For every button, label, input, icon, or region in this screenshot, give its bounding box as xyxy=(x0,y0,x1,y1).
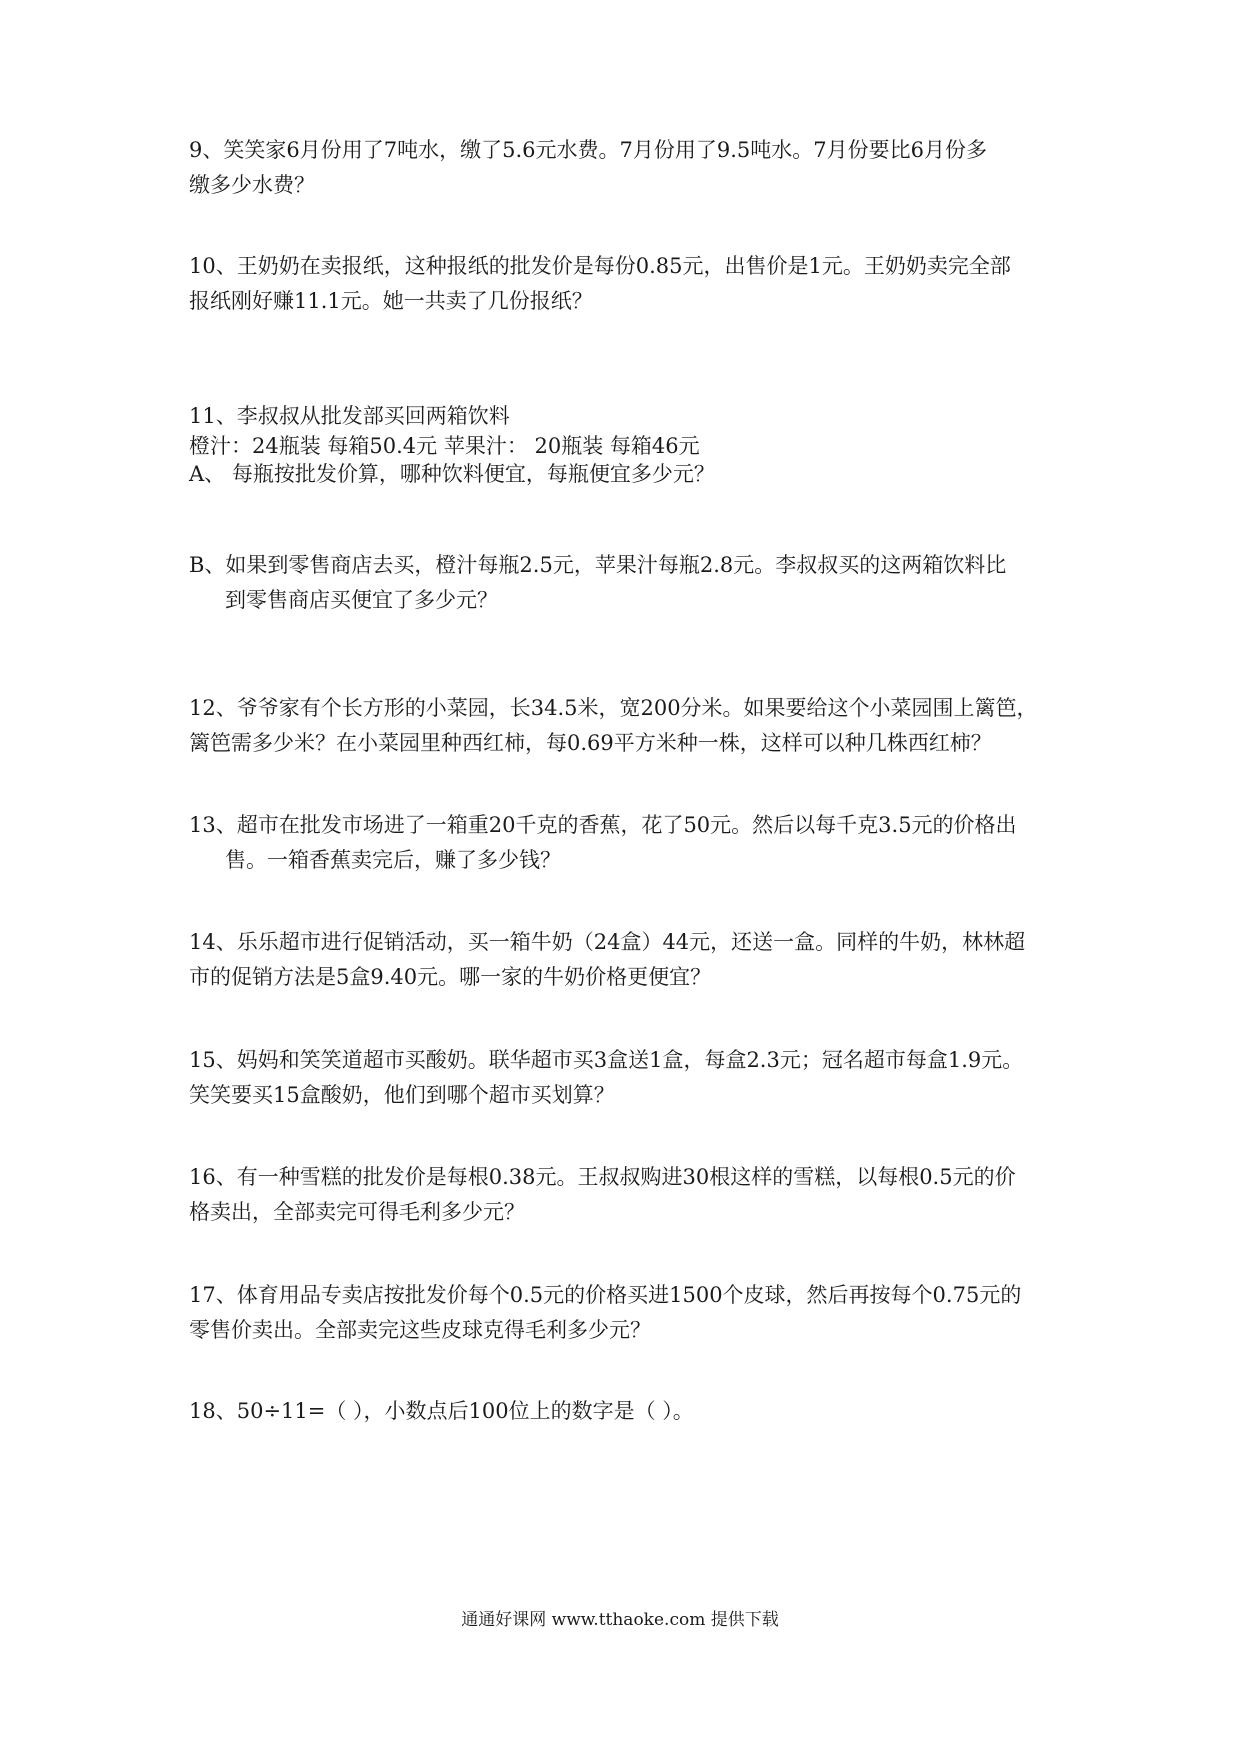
question-line: 市的促销方法是5盒9.40元。哪一家的牛奶价格更便宜？ xyxy=(189,965,712,989)
question-line: 笑笑要买15盒酸奶，他们到哪个超市买划算？ xyxy=(189,1083,615,1107)
question-line: B、如果到零售商店去买，橙汁每瓶2.5元，苹果汁每瓶2.8元。李叔叔买的这两箱饮料比 xyxy=(189,553,1007,577)
question-line: A、 每瓶按批发价算，哪种饮料便宜，每瓶便宜多少元？ xyxy=(189,462,715,486)
question-line: 9、笑笑家6月份用了7吨水，缴了5.6元水费。7月份用了9.5吨水。7月份要比6月份多 xyxy=(189,138,987,162)
question-line: 10、王奶奶在卖报纸，这种报纸的批发价是每份0.85元，出售价是1元。王奶奶卖完全部 xyxy=(189,254,1011,278)
question-line: 14、乐乐超市进行促销活动，买一箱牛奶（24盒）44元，还送一盒。同样的牛奶，林林超 xyxy=(189,930,1026,954)
page-footer: 通通好课网 www.tthaoke.com 提供下载 xyxy=(461,1610,779,1630)
question-line: 17、体育用品专卖店按批发价每个0.5元的价格买进1500个皮球，然后再按每个0.75元的 xyxy=(189,1283,1022,1307)
question-line: 橙汁：24瓶装 每箱50.4元 苹果汁： 20瓶装 每箱46元 xyxy=(189,434,700,458)
question-line: 13、超市在批发市场进了一箱重20千克的香蕉，花了50元。然后以每千克3.5元的价格出 xyxy=(189,813,1017,837)
question-line: 报纸刚好赚11.1元。她一共卖了几份报纸？ xyxy=(189,289,593,313)
question-line: 18、50÷11=（ ），小数点后100位上的数字是（ ）。 xyxy=(189,1399,694,1423)
question-line: 零售价卖出。全部卖完这些皮球克得毛利多少元？ xyxy=(189,1318,651,1342)
question-line: 格卖出，全部卖完可得毛利多少元？ xyxy=(189,1200,525,1224)
question-line: 售。一箱香蕉卖完后，赚了多少钱？ xyxy=(225,848,561,872)
question-line: 缴多少水费？ xyxy=(189,173,315,197)
question-line: 篱笆需多少米？在小菜园里种西红柿，每0.69平方米种一株，这样可以种几株西红柿？ xyxy=(189,731,992,755)
question-line: 15、妈妈和笑笑道超市买酸奶。联华超市买3盒送1盒，每盒2.3元；冠名超市每盒1.9元。 xyxy=(189,1048,1024,1072)
question-line: 11、李叔叔从批发部买回两箱饮料 xyxy=(189,404,510,428)
question-line: 12、爷爷家有个长方形的小菜园，长34.5米，宽200分米。如果要给这个小菜园围上篱笆， xyxy=(189,696,1038,720)
question-line: 16、有一种雪糕的批发价是每根0.38元。王叔叔购进30根这样的雪糕，以每根0.5元的价 xyxy=(189,1165,1016,1189)
question-line: 到零售商店买便宜了多少元？ xyxy=(225,588,498,612)
